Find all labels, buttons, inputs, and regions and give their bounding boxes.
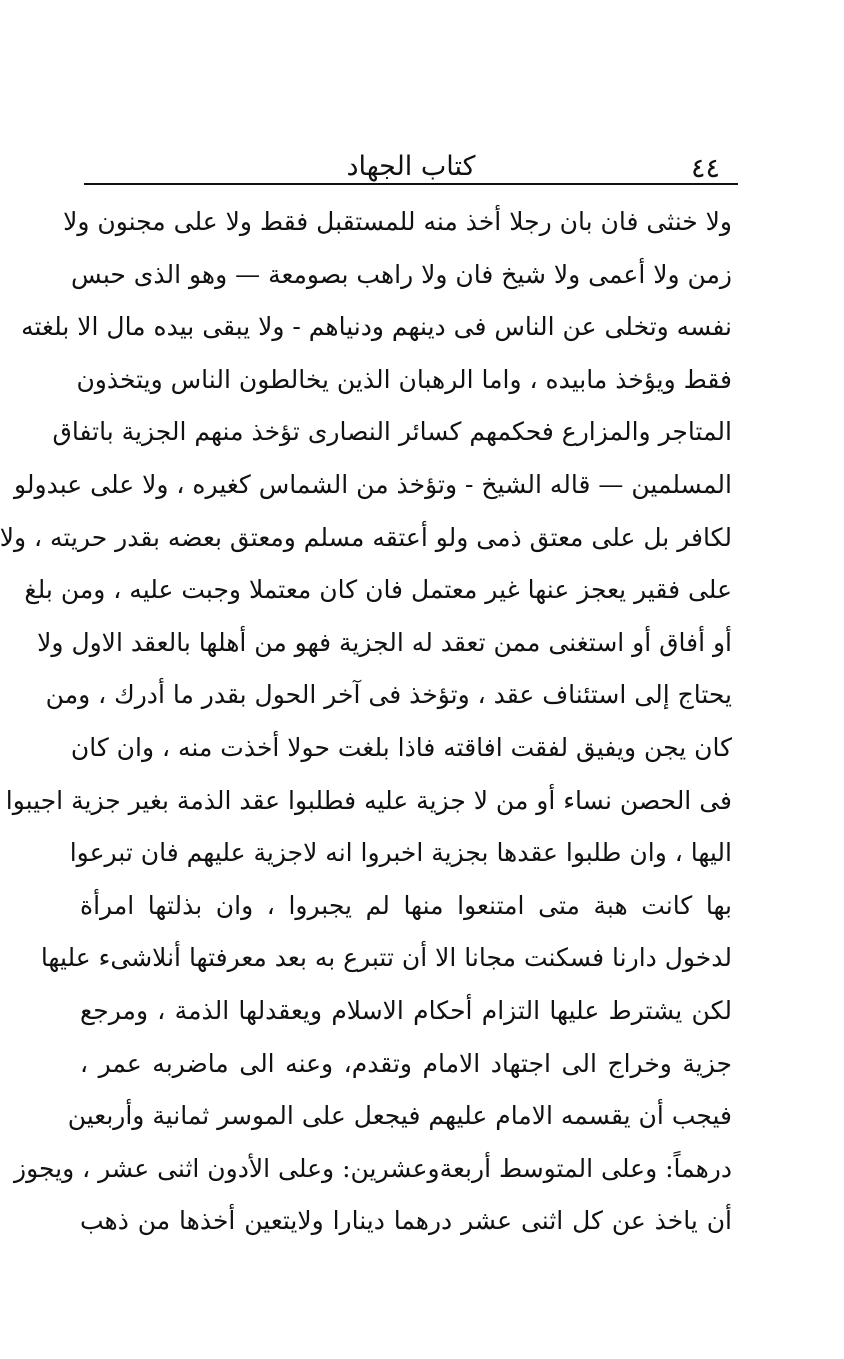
body-text xyxy=(0,196,732,1248)
text-line: بها كانت هبة متى امتنعوا منها لم يجبروا ، وان بذلتها امرأة xyxy=(80,890,732,920)
text-line: أو أفاق أو استغنى ممن تعقد له الجزية فهو من أهلها بالعقد الاول ولا xyxy=(37,627,732,657)
text-line: نفسه وتخلى عن الناس فى دينهم ودنياهم - ولا يبقى بيده مال الا بلغته xyxy=(21,312,732,342)
header-rule xyxy=(84,183,738,185)
text-line: فقط ويؤخذ مابيده ، واما الرهبان الذين يخالطون الناس ويتخذون xyxy=(76,364,732,394)
page-header xyxy=(84,150,738,186)
text-line: ولا خنثى فان بان رجلا أخذ منه للمستقبل فقط ولا على مجنون ولا xyxy=(63,207,732,236)
text-line: المسلمين — قاله الشيخ - وتؤخذ من الشماس كغيره ، ولا على عبدولو xyxy=(14,469,732,499)
text-line: درهماً: وعلى المتوسط أربعةوعشرين: وعلى الأدون اثنى عشر ، ويجوز xyxy=(14,1153,732,1183)
text-line: أن ياخذ عن كل اثنى عشر درهما دينارا ولايتعين أخذها من ذهب xyxy=(80,1206,732,1236)
text-line: لكن يشترط عليها التزام أحكام الاسلام ويعقدلها الذمة ، ومرجع xyxy=(80,995,732,1025)
text-line: يحتاج إلى استئناف عقد ، وتؤخذ فى آخر الحول بقدر ما أدرك ، ومن xyxy=(45,680,732,710)
text-line: لكافر بل على معتق ذمى ولو أعتقه مسلم ومعتق بعضه بقدر حريته ، ولا xyxy=(0,522,732,552)
text-line: لدخول دارنا فسكنت مجانا الا أن تتبرع به بعد معرفتها أنلاشىء عليها xyxy=(40,943,732,973)
text-line: كان يجن ويفيق لفقت افاقته فاذا بلغت حولا أخذت منه ، وان كان xyxy=(70,732,732,762)
running-title: كتاب الجهاد xyxy=(346,151,476,182)
text-line: على فقير يعجز عنها غير معتمل فان كان معتملا وجبت عليه ، ومن بلغ xyxy=(24,575,732,605)
text-line: المتاجر والمزارع فحكمهم كسائر النصارى تؤخذ منهم الجزية باتفاق xyxy=(52,417,732,447)
page-number: ٤٤ xyxy=(690,153,720,184)
text-line: زمن ولا أعمى ولا شيخ فان ولا راهب بصومعة — وهو الذى حبس xyxy=(70,259,732,289)
text-line: اليها ، وان طلبوا عقدها بجزية اخبروا انه لاجزية عليهم فان تبرعوا xyxy=(69,838,732,868)
text-line: جزية وخراج الى اجتهاد الامام وتقدم، وعنه الى ماضربه عمر ، xyxy=(80,1048,732,1078)
text-line: فيجب أن يقسمه الامام عليهم فيجعل على الموسر ثمانية وأربعين xyxy=(67,1101,732,1131)
text-line: فى الحصن نساء أو من لا جزية عليه فطلبوا عقد الذمة بغير جزية اجيبوا xyxy=(5,785,732,815)
